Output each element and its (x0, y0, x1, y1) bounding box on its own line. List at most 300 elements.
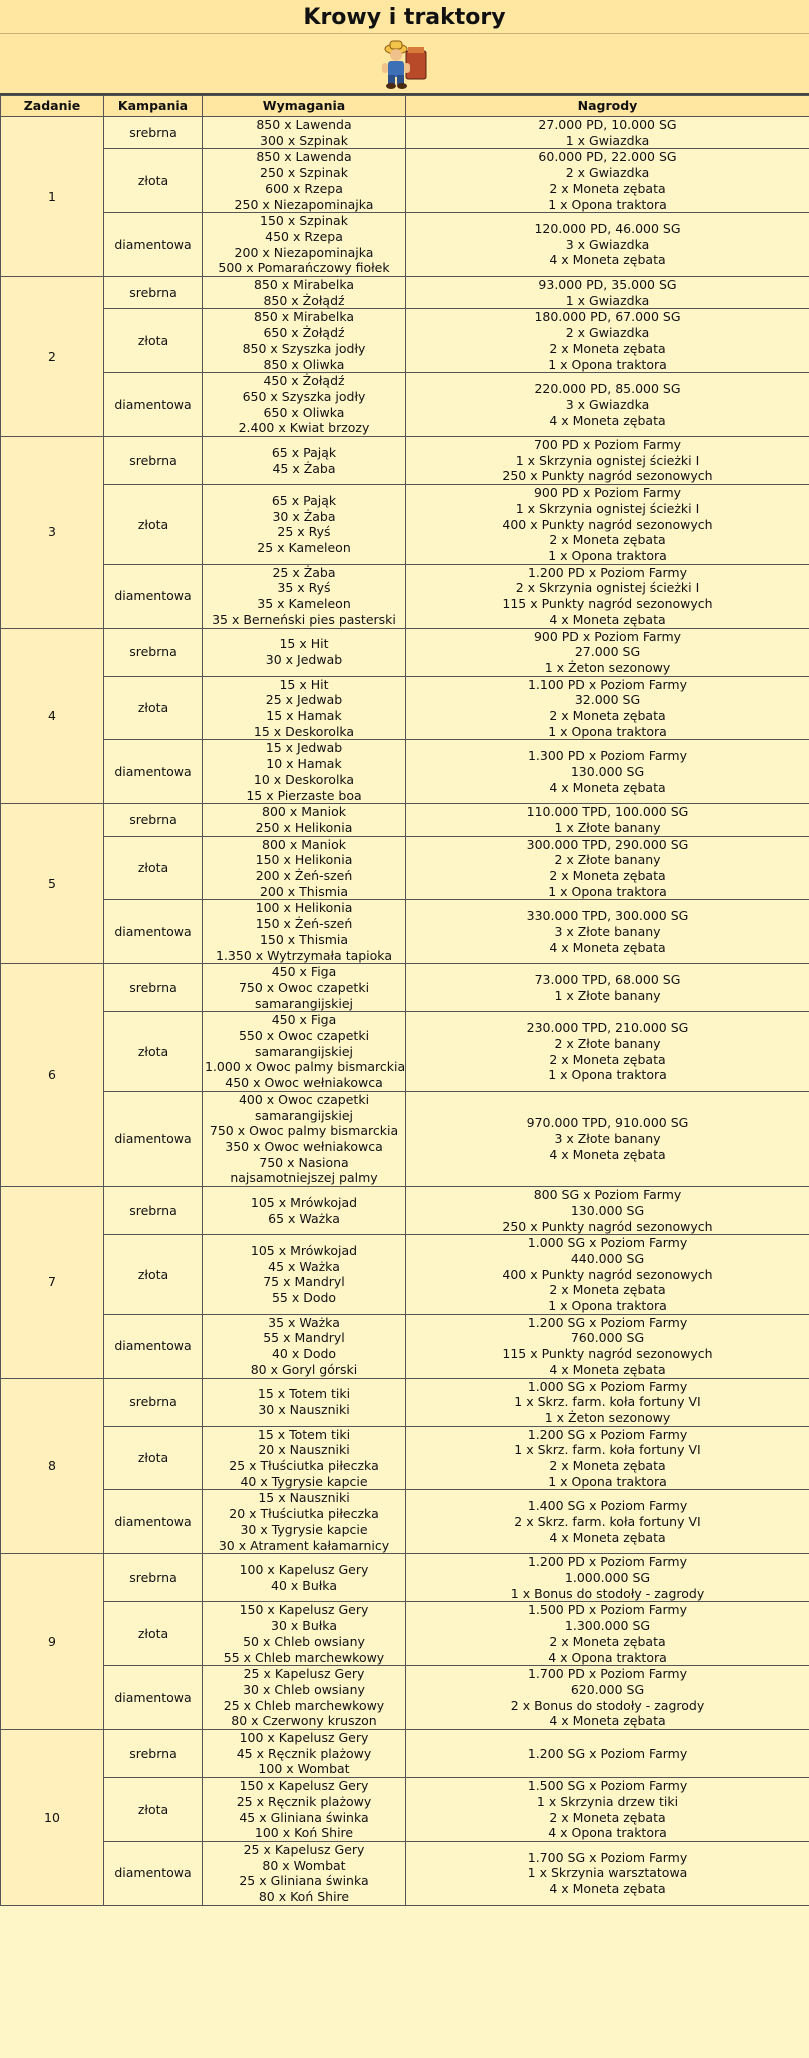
table-row (1, 309, 809, 373)
requirements-cell (203, 277, 406, 309)
requirement-line: 150 x Szpinak (260, 213, 348, 229)
column-header-kampania: Kampania (104, 96, 203, 117)
rewards-cell (406, 1841, 809, 1905)
task-number: 6 (1, 964, 104, 1187)
reward-line: 115 x Punkty nagród sezonowych (502, 596, 713, 612)
requirement-line: 20 x Nauszniki (258, 1442, 350, 1458)
table-row (1, 1554, 809, 1602)
campaign-cell: srebrna (104, 804, 203, 836)
rewards-cell (406, 485, 809, 565)
reward-line: 4 x Opona traktora (548, 1649, 667, 1665)
reward-line: 1 x Opona traktora (548, 1298, 667, 1314)
requirements-cell (203, 1602, 406, 1666)
reward-line: 900 PD x Poziom Farmy (533, 485, 682, 501)
rewards-cell (406, 1426, 809, 1490)
requirement-line: 750 x Owoc palmy bismarckia (209, 1123, 399, 1139)
requirements-cell (203, 1314, 406, 1378)
task-number: 1 (1, 117, 104, 277)
reward-line: 120.000 PD, 46.000 SG (534, 221, 681, 237)
campaign-cell: diamentowa (104, 213, 203, 277)
requirement-line: 65 x Pająk (271, 493, 337, 509)
requirement-line: 55 x Chleb marchewkowy (223, 1649, 385, 1665)
reward-line: 900 PD x Poziom Farmy (533, 628, 682, 644)
requirements-cell (203, 1730, 406, 1778)
requirement-line: 40 x Bułka (271, 1577, 337, 1593)
requirement-line: 350 x Owoc wełniakowca (225, 1139, 383, 1154)
reward-line: 1.200 SG x Poziom Farmy (527, 1426, 688, 1442)
requirement-line: 750 x Nasiona (259, 1154, 349, 1170)
requirement-line: 250 x Szpinak (260, 165, 348, 181)
reward-line: 970.000 TPD, 910.000 SG (526, 1115, 689, 1131)
table-row (1, 1187, 809, 1235)
reward-line: 1.000 SG x Poziom Farmy (527, 1378, 688, 1394)
campaign-cell: diamentowa (104, 1666, 203, 1730)
requirement-line: 25 x Kapelusz Gery (243, 1666, 365, 1682)
requirement-line: 30 x Tygrysie kapcie (240, 1521, 368, 1537)
requirement-line: 80 x Goryl górski (250, 1361, 358, 1377)
reward-line: 1.500 PD x Poziom Farmy (527, 1602, 688, 1618)
requirement-line: 65 x Ważka (268, 1210, 340, 1226)
reward-line: 2 x Moneta zębata (549, 708, 666, 724)
reward-line: 93.000 PD, 35.000 SG (538, 277, 677, 293)
requirement-line: 450 x Owoc wełniakowca (225, 1075, 383, 1091)
reward-line: 60.000 PD, 22.000 SG (538, 149, 677, 165)
reward-line: 2 x Gwiazdka (565, 165, 650, 181)
requirements-cell (203, 117, 406, 149)
requirement-line: najsamotniejszej palmy (230, 1170, 378, 1186)
requirements-cell (203, 1378, 406, 1426)
requirement-line: 30 x Jedwab (265, 652, 343, 668)
table-row (1, 964, 809, 1012)
reward-line: 4 x Opona traktora (548, 1825, 667, 1841)
requirement-line: 1.350 x Wytrzymała tapioka (216, 947, 392, 963)
reward-line: 1.500 SG x Poziom Farmy (527, 1778, 688, 1794)
table-row (1, 437, 809, 485)
reward-line: 1.200 SG x Poziom Farmy (527, 1745, 688, 1761)
campaign-cell: diamentowa (104, 1490, 203, 1554)
requirement-line: 25 x Żaba (272, 564, 336, 580)
requirement-line: 150 x Kapelusz Gery (239, 1778, 369, 1794)
requirement-line: 150 x Helikonia (255, 852, 353, 868)
reward-line: 1.000.000 SG (564, 1569, 651, 1585)
reward-line: 2 x Moneta zębata (549, 1282, 666, 1298)
requirement-line: 35 x Ważka (268, 1314, 340, 1330)
requirement-line: 40 x Tygrysie kapcie (240, 1473, 368, 1489)
table-row (1, 1730, 809, 1778)
rewards-cell (406, 1314, 809, 1378)
requirement-line: 25 x Jedwab (265, 692, 343, 708)
column-header-zadanie: Zadanie (1, 96, 104, 117)
requirements-cell (203, 1012, 406, 1092)
campaign-cell: złota (104, 836, 203, 900)
reward-line: 3 x Złote banany (554, 924, 661, 939)
reward-line: 1 x Opona traktora (548, 1067, 667, 1083)
reward-line: 4 x Moneta zębata (549, 1713, 666, 1729)
rewards-cell (406, 1602, 809, 1666)
rewards-cell (406, 1187, 809, 1235)
reward-line: 1.200 PD x Poziom Farmy (527, 564, 688, 580)
rewards-cell (406, 277, 809, 309)
requirements-cell (203, 485, 406, 565)
requirement-line: 45 x Ważka (268, 1258, 340, 1274)
campaign-cell: złota (104, 1778, 203, 1842)
campaign-cell: srebrna (104, 1187, 203, 1235)
task-number: 8 (1, 1378, 104, 1554)
requirement-line: 850 x Lawenda (256, 117, 352, 132)
reward-line: 2 x Moneta zębata (549, 532, 666, 548)
requirement-line: 200 x Niezapominajka (234, 244, 374, 260)
requirement-line: 25 x Kapelusz Gery (243, 1841, 365, 1857)
reward-line: 2 x Moneta zębata (549, 1458, 666, 1474)
requirement-line: 2.400 x Kwiat brzozy (238, 420, 370, 436)
requirements-cell (203, 309, 406, 373)
requirement-line: 80 x Koń Shire (258, 1889, 350, 1905)
campaign-cell: diamentowa (104, 373, 203, 437)
table-row (1, 149, 809, 213)
reward-line: 330.000 TPD, 300.000 SG (526, 908, 689, 924)
campaign-cell: diamentowa (104, 1314, 203, 1378)
requirements-cell (203, 740, 406, 804)
farmer-mascot-icon (376, 37, 432, 91)
reward-line: 1 x Gwiazdka (565, 292, 650, 308)
requirement-line: 35 x Kameleon (257, 596, 351, 612)
reward-line: 620.000 SG (570, 1681, 645, 1697)
reward-line: 130.000 SG (570, 1202, 645, 1218)
table-row (1, 1490, 809, 1554)
requirements-cell (203, 1666, 406, 1730)
requirement-line: 450 x Żołądź (263, 373, 345, 389)
requirement-line: 100 x Koń Shire (254, 1825, 354, 1841)
campaign-cell: srebrna (104, 628, 203, 676)
requirement-line: 45 x Ręcznik plażowy (236, 1745, 372, 1761)
requirement-line: 850 x Lawenda (256, 149, 352, 165)
task-number: 10 (1, 1730, 104, 1906)
requirements-cell (203, 804, 406, 836)
rewards-cell (406, 117, 809, 149)
reward-line: 800 SG x Poziom Farmy (533, 1187, 682, 1203)
requirement-line: 15 x Deskorolka (253, 723, 355, 739)
requirement-line: 25 x Gliniana świnka (239, 1873, 369, 1889)
reward-line: 2 x Złote banany (554, 852, 661, 868)
task-table (0, 95, 809, 1906)
reward-line: 180.000 PD, 67.000 SG (534, 309, 681, 325)
requirement-line: 100 x Kapelusz Gery (239, 1562, 369, 1578)
reward-line: 2 x Gwiazdka (565, 325, 650, 341)
requirement-line: 850 x Mirabelka (253, 277, 355, 293)
reward-line: 4 x Moneta zębata (549, 412, 666, 428)
table-row (1, 277, 809, 309)
requirement-line: 30 x Żaba (272, 508, 336, 524)
reward-line: 1 x Opona traktora (548, 1473, 667, 1489)
reward-line: 3 x Złote banany (554, 1131, 661, 1147)
requirement-line: 10 x Hamak (266, 756, 342, 772)
campaign-cell: złota (104, 309, 203, 373)
rewards-cell (406, 309, 809, 373)
requirement-line: 30 x Atrament kałamarnicy (218, 1537, 390, 1553)
table-row (1, 804, 809, 836)
requirement-line: 850 x Mirabelka (253, 309, 355, 325)
rewards-cell (406, 1778, 809, 1842)
requirement-line: 300 x Szpinak (260, 132, 348, 148)
requirement-line: 10 x Deskorolka (253, 771, 355, 787)
table-row (1, 740, 809, 804)
requirements-cell (203, 1554, 406, 1602)
reward-line: 4 x Moneta zębata (549, 939, 666, 955)
reward-line: 32.000 SG (574, 692, 641, 708)
reward-line: 4 x Moneta zębata (549, 252, 666, 268)
campaign-cell: złota (104, 149, 203, 213)
campaign-cell: srebrna (104, 964, 203, 1012)
requirements-cell (203, 836, 406, 900)
rewards-cell (406, 1091, 809, 1186)
reward-line: 2 x Skrz. farm. koła fortuny VI (514, 1514, 701, 1530)
requirement-line: 450 x Figa (271, 964, 337, 980)
rewards-cell (406, 964, 809, 1012)
reward-line: 1 x Opona traktora (548, 356, 667, 372)
requirements-cell (203, 564, 406, 628)
requirement-line: 450 x Rzepa (265, 228, 343, 244)
task-number: 9 (1, 1554, 104, 1730)
requirement-line: 45 x Gliniana świnka (239, 1809, 369, 1825)
table-row (1, 836, 809, 900)
requirement-line: 1.000 x Owoc palmy bismarckia (205, 1059, 406, 1075)
reward-line: 4 x Moneta zębata (549, 611, 666, 627)
campaign-cell: srebrna (104, 117, 203, 149)
reward-line: 4 x Moneta zębata (549, 1529, 666, 1545)
requirement-line: 75 x Mandryl (263, 1274, 345, 1290)
reward-line: 1 x Opona traktora (548, 883, 667, 899)
requirement-line: 650 x Oliwka (263, 404, 345, 420)
rewards-cell (406, 564, 809, 628)
requirement-line: 650 x Żołądź (263, 325, 345, 341)
page-title: Krowy i traktory (303, 5, 506, 30)
requirement-line: 30 x Chleb owsiany (243, 1681, 365, 1697)
rewards-cell (406, 1666, 809, 1730)
requirement-line: 25 x Tłuściutka piłeczka (229, 1458, 379, 1474)
table-header-row (1, 96, 809, 117)
requirement-line: 15 x Hamak (266, 708, 342, 724)
campaign-cell: złota (104, 1426, 203, 1490)
reward-line: 1 x Skrzynia drzew tiki (536, 1793, 679, 1809)
reward-line: 250 x Punkty nagród sezonowych (502, 468, 713, 484)
requirement-line: 105 x Mrówkojad (250, 1194, 358, 1210)
reward-line: 1 x Opona traktora (548, 196, 667, 212)
task-number: 5 (1, 804, 104, 964)
reward-line: 130.000 SG (570, 763, 645, 779)
table-row (1, 1314, 809, 1378)
requirement-line: 15 x Nauszniki (258, 1490, 350, 1506)
table-row (1, 676, 809, 740)
reward-line: 2 x Moneta zębata (549, 1809, 666, 1825)
requirement-line: 40 x Dodo (271, 1346, 337, 1362)
reward-line: 1 x Skrzynia warsztatowa (527, 1865, 688, 1881)
reward-line: 1 x Opona traktora (548, 723, 667, 739)
reward-line: 3 x Gwiazdka (565, 236, 650, 252)
requirement-line: 200 x Thismia (259, 883, 349, 899)
reward-line: 250 x Punkty nagród sezonowych (502, 1218, 713, 1234)
rewards-cell (406, 1235, 809, 1315)
reward-line: 2 x Moneta zębata (549, 868, 666, 884)
campaign-cell: złota (104, 485, 203, 565)
reward-line: 110.000 TPD, 100.000 SG (526, 804, 689, 820)
task-number: 3 (1, 437, 104, 628)
reward-line: 1 x Żeton sezonowy (544, 1409, 671, 1425)
requirement-line: 25 x Ryś (277, 524, 331, 540)
table-row (1, 1666, 809, 1730)
rewards-cell (406, 628, 809, 676)
requirement-line: 600 x Rzepa (265, 180, 343, 196)
campaign-cell: złota (104, 1602, 203, 1666)
table-row (1, 373, 809, 437)
requirement-line: 30 x Nausznikі (258, 1402, 350, 1418)
table-row (1, 117, 809, 149)
rewards-cell (406, 804, 809, 836)
requirements-cell (203, 373, 406, 437)
requirement-line: 200 x Żeń-szeń (255, 868, 353, 884)
reward-line: 1.700 PD x Poziom Farmy (527, 1666, 688, 1682)
campaign-cell: srebrna (104, 277, 203, 309)
reward-line: 700 PD x Poziom Farmy (533, 437, 682, 453)
campaign-cell: diamentowa (104, 1841, 203, 1905)
campaign-cell: srebrna (104, 437, 203, 485)
campaign-cell: złota (104, 1235, 203, 1315)
campaign-cell: srebrna (104, 1554, 203, 1602)
rewards-cell (406, 900, 809, 964)
reward-line: 1 x Złote banany (554, 819, 661, 835)
rewards-cell (406, 676, 809, 740)
requirement-line: 550 x Owoc czapetki (238, 1028, 370, 1044)
campaign-cell: srebrna (104, 1378, 203, 1426)
reward-line: 4 x Moneta zębata (549, 1361, 666, 1377)
requirements-cell (203, 1091, 406, 1186)
requirements-cell (203, 437, 406, 485)
rewards-cell (406, 373, 809, 437)
table-row (1, 485, 809, 565)
table-row (1, 564, 809, 628)
reward-line: 1 x Opona traktora (548, 547, 667, 563)
requirements-cell (203, 964, 406, 1012)
requirements-cell (203, 676, 406, 740)
requirement-line: 65 x Pająk (271, 444, 337, 460)
reward-line: 2 x Moneta zębata (549, 340, 666, 356)
requirements-cell (203, 149, 406, 213)
requirement-line: 80 x Wombat (262, 1857, 346, 1873)
table-row (1, 1091, 809, 1186)
reward-line: 4 x Moneta zębata (549, 1146, 666, 1162)
requirement-line: 850 x Żołądź (263, 292, 345, 308)
reward-line: 440.000 SG (570, 1250, 645, 1266)
rewards-cell (406, 1378, 809, 1426)
requirement-line: 15 x Pierzaste boa (246, 787, 362, 803)
requirement-line: 25 x Chleb marchewkowy (223, 1697, 385, 1713)
reward-line: 2 x Moneta zębata (549, 1051, 666, 1067)
requirement-line: 50 x Chleb owsiany (243, 1633, 365, 1649)
campaign-cell: złota (104, 1012, 203, 1092)
reward-line: 1.700 SG x Poziom Farmy (527, 1849, 688, 1865)
reward-line: 220.000 PD, 85.000 SG (534, 381, 681, 397)
reward-line: 27.000 SG (574, 644, 641, 660)
requirement-line: 15 x Totem tiki (257, 1386, 351, 1402)
requirement-line: 500 x Pomarańczowy fiołek (218, 260, 390, 276)
reward-line: 1 x Skrz. farm. koła fortuny VI (514, 1394, 701, 1410)
reward-line: 760.000 SG (570, 1330, 645, 1346)
campaign-cell: diamentowa (104, 740, 203, 804)
requirements-cell (203, 1490, 406, 1554)
requirement-line: 15 x Jedwab (265, 740, 343, 756)
requirement-line: 105 x Mrówkojad (250, 1243, 358, 1259)
table-row (1, 1841, 809, 1905)
requirement-line: samarangijskiej (255, 995, 353, 1011)
campaign-cell: srebrna (104, 1730, 203, 1778)
reward-line: 1.000 SG x Poziom Farmy (527, 1235, 688, 1251)
column-header-wymagania: Wymagania (203, 96, 406, 117)
rewards-cell (406, 1012, 809, 1092)
requirement-line: 55 x Dodo (271, 1290, 337, 1306)
requirement-line: 650 x Szyszka jodły (242, 388, 366, 404)
requirement-line: 450 x Figa (271, 1012, 337, 1028)
rewards-cell (406, 1730, 809, 1778)
requirement-line: 15 x Hit (279, 676, 329, 692)
requirement-line: 15 x Hit (279, 636, 329, 652)
reward-line: 1 x Żeton sezonowy (544, 659, 671, 675)
campaign-cell: diamentowa (104, 1091, 203, 1186)
task-number: 4 (1, 628, 104, 804)
reward-line: 1 x Złote banany (554, 987, 661, 1003)
campaign-cell: diamentowa (104, 564, 203, 628)
reward-line: 1.300.000 SG (564, 1618, 651, 1634)
rewards-cell (406, 740, 809, 804)
reward-line: 4 x Moneta zębata (549, 779, 666, 795)
campaign-cell: diamentowa (104, 900, 203, 964)
requirement-line: 35 x Berneński pies pasterski (212, 611, 396, 627)
reward-line: 1 x Skrzynia ognistej ścieżki I (515, 452, 700, 468)
requirements-cell (203, 1841, 406, 1905)
requirement-line: 30 x Bułka (271, 1618, 337, 1634)
task-number: 7 (1, 1187, 104, 1378)
reward-line: 2 x Bonus do stodoły - zagrody (510, 1697, 705, 1713)
requirement-line: 850 x Szyszka jodły (242, 340, 366, 356)
requirement-line: 250 x Helikonia (255, 819, 353, 835)
requirement-line: samarangijskiej (255, 1043, 353, 1059)
reward-line: 73.000 TPD, 68.000 SG (534, 972, 681, 988)
reward-line: 2 x Moneta zębata (549, 180, 666, 196)
rewards-cell (406, 1554, 809, 1602)
requirement-line: 15 x Totem tiki (257, 1426, 351, 1442)
reward-line: 300.000 TPD, 290.000 SG (526, 836, 689, 852)
requirements-cell (203, 1778, 406, 1842)
table-row (1, 1378, 809, 1426)
requirements-cell (203, 1187, 406, 1235)
requirement-line: 35 x Ryś (277, 580, 331, 596)
reward-line: 1 x Bonus do stodoły - zagrody (510, 1585, 705, 1601)
reward-line: 115 x Punkty nagród sezonowych (502, 1346, 713, 1362)
requirements-cell (203, 900, 406, 964)
column-header-nagrody: Nagrody (406, 96, 809, 117)
requirements-cell (203, 1426, 406, 1490)
requirement-line: 80 x Czerwony kruszon (231, 1713, 377, 1729)
reward-line: 3 x Gwiazdka (565, 396, 650, 412)
requirement-line: 150 x Żeń-szeń (255, 916, 353, 932)
reward-line: 1 x Skrzynia ognistej ścieżki I (515, 500, 700, 516)
requirements-cell (203, 213, 406, 277)
reward-line: 1.200 PD x Poziom Farmy (527, 1554, 688, 1570)
requirement-line: 100 x Kapelusz Gery (239, 1730, 369, 1746)
requirement-line: 800 x Maniok (262, 804, 346, 820)
rewards-cell (406, 213, 809, 277)
reward-line: 27.000 PD, 10.000 SG (538, 117, 677, 132)
requirement-line: 850 x Oliwka (263, 356, 345, 372)
reward-line: 1 x Skrz. farm. koła fortuny VI (514, 1442, 701, 1458)
